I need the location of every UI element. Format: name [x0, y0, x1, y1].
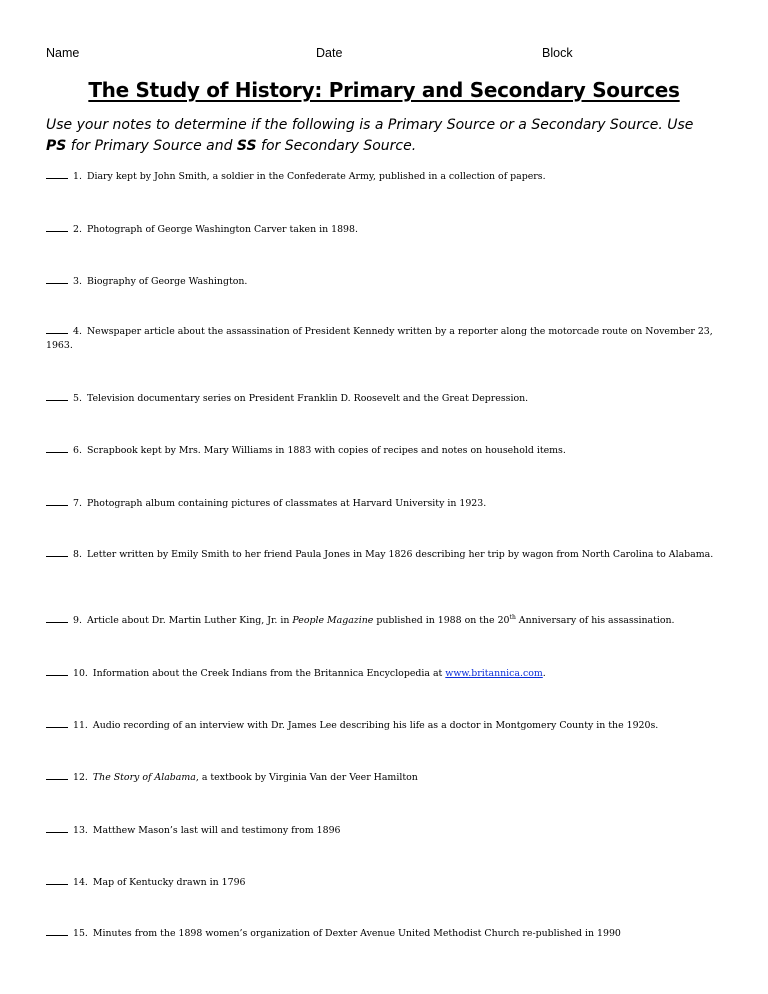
question-number: 14.	[73, 877, 88, 888]
question-item-14	[46, 875, 726, 890]
question-text: Television documentary series on President Franklin D. Roosevelt and the Great Depression.	[86, 393, 529, 404]
answer-blank[interactable]	[46, 666, 68, 676]
question-text-pre: Article about Dr. Martin Luther King, Jr. in	[86, 615, 293, 626]
instructions-ps: PS	[46, 138, 67, 154]
instructions	[46, 115, 736, 157]
question-number: 1.	[73, 171, 82, 182]
question-number: 6.	[73, 445, 82, 456]
answer-blank[interactable]	[46, 875, 68, 885]
britannica-link[interactable]: www.britannica.com	[445, 668, 543, 679]
question-number: 11.	[73, 720, 88, 731]
question-text: Biography of George Washington.	[86, 276, 248, 287]
question-item-11	[46, 718, 726, 733]
question-number: 9.	[73, 615, 82, 626]
question-number: 13.	[73, 825, 88, 836]
answer-blank[interactable]	[46, 391, 68, 401]
question-item-3	[46, 274, 726, 289]
question-text: Photograph album containing pictures of classmates at Harvard University in 1923.	[86, 498, 487, 509]
block-label: Block	[542, 46, 573, 60]
question-number: 2.	[73, 224, 82, 235]
question-text: Photograph of George Washington Carver taken in 1898.	[86, 224, 358, 235]
question-text: Letter written by Emily Smith to her friend Paula Jones in May 1826 describing her trip by wagon from North Carolina to Alabama.	[86, 549, 714, 560]
question-item-1	[46, 169, 726, 184]
question-item-2	[46, 222, 726, 237]
question-text: Scrapbook kept by Mrs. Mary Williams in 1883 with copies of recipes and notes on household items.	[86, 445, 566, 456]
question-text-post: published in 1988 on the 20	[373, 615, 510, 626]
book-title: The Story of Alabama	[92, 772, 196, 783]
question-item-15	[46, 926, 726, 941]
question-item-7	[46, 496, 726, 511]
answer-blank[interactable]	[46, 324, 68, 334]
question-number: 15.	[73, 928, 88, 939]
question-text: Audio recording of an interview with Dr. James Lee describing his life as a doctor in Montgomery County in the 1920s.	[92, 720, 659, 731]
answer-blank[interactable]	[46, 274, 68, 284]
answer-blank[interactable]	[46, 770, 68, 780]
name-label: Name	[46, 46, 80, 60]
instructions-mid: for Primary Source and	[66, 138, 237, 154]
question-text-post: .	[542, 668, 546, 679]
question-number: 4.	[73, 326, 82, 337]
page-title: The Study of History: Primary and Secondary Sources	[88, 78, 680, 102]
answer-blank[interactable]	[46, 496, 68, 506]
question-text: Map of Kentucky drawn in 1796	[92, 877, 246, 888]
header-row	[0, 46, 768, 62]
question-item-5	[46, 391, 726, 406]
answer-blank[interactable]	[46, 718, 68, 728]
question-number: 5.	[73, 393, 82, 404]
answer-blank[interactable]	[46, 823, 68, 833]
question-item-13	[46, 823, 726, 838]
question-text: Diary kept by John Smith, a soldier in the Confederate Army, published in a collection of papers.	[86, 171, 546, 182]
question-number: 8.	[73, 549, 82, 560]
question-number: 3.	[73, 276, 82, 287]
question-text: Minutes from the 1898 women’s organization of Dexter Avenue United Methodist Church re-published in 1990	[92, 928, 621, 939]
magazine-title: People Magazine	[292, 615, 374, 626]
question-text-post2: Anniversary of his assassination.	[515, 615, 675, 626]
question-item-12	[46, 770, 726, 785]
question-number: 12.	[73, 772, 88, 783]
instructions-ss: SS	[236, 138, 257, 154]
question-number: 7.	[73, 498, 82, 509]
question-item-10	[46, 666, 726, 681]
question-text: Matthew Mason’s last will and testimony from 1896	[92, 825, 341, 836]
question-number: 10.	[73, 668, 88, 679]
answer-blank[interactable]	[46, 443, 68, 453]
question-text: Newspaper article about the assassination of President Kennedy written by a reporter along the motorcade route on November 23, 1963.	[46, 326, 713, 351]
instructions-end: for Secondary Source.	[256, 138, 417, 154]
ordinal-suffix: th	[509, 613, 516, 621]
question-text-post: , a textbook by Virginia Van der Veer Hamilton	[195, 772, 418, 783]
question-text-pre: Information about the Creek Indians from the Britannica Encyclopedia at	[92, 668, 446, 679]
answer-blank[interactable]	[46, 613, 68, 623]
question-item-6	[46, 443, 726, 458]
date-label: Date	[316, 46, 343, 60]
question-item-9	[46, 613, 726, 628]
instructions-line1: Use your notes to determine if the following is a Primary Source or a Secondary Source. Use	[46, 117, 694, 133]
question-item-8	[46, 547, 726, 562]
question-item-4	[46, 324, 726, 353]
answer-blank[interactable]	[46, 926, 68, 936]
answer-blank[interactable]	[46, 222, 68, 232]
answer-blank[interactable]	[46, 547, 68, 557]
answer-blank[interactable]	[46, 169, 68, 179]
